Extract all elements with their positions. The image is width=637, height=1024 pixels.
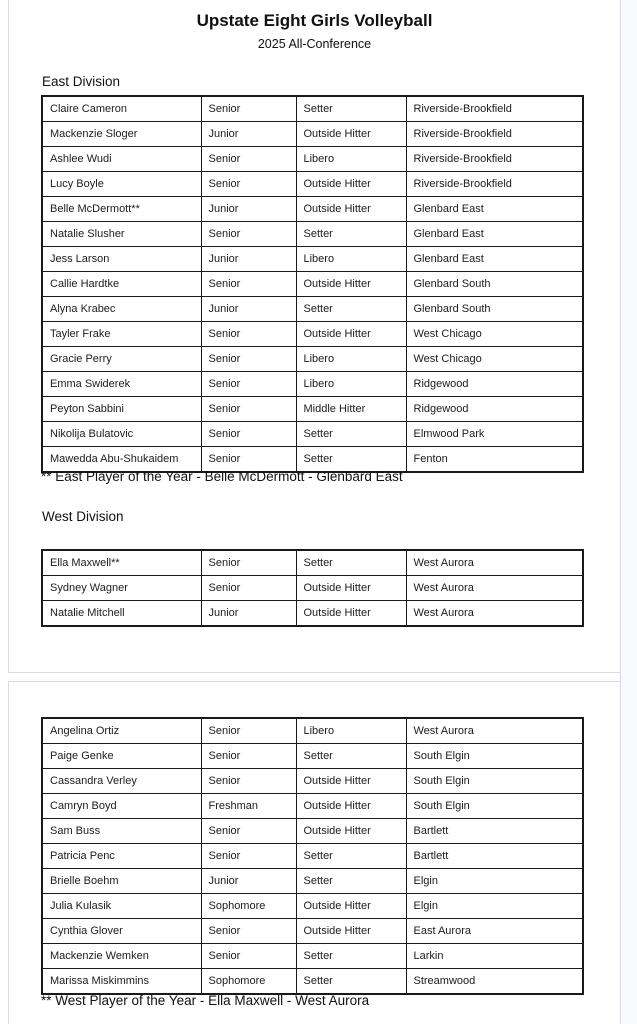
table-cell: Bartlett — [406, 819, 583, 844]
table-cell: Emma Swiderek — [42, 372, 201, 397]
table-cell: Setter — [296, 96, 406, 122]
table-cell: Fenton — [406, 447, 583, 473]
table-cell: Outside Hitter — [296, 769, 406, 794]
table-cell: Senior — [201, 222, 296, 247]
table-cell: Senior — [201, 550, 296, 576]
table-row — [42, 272, 583, 297]
table-cell: Elmwood Park — [406, 422, 583, 447]
table-cell: Senior — [201, 422, 296, 447]
table-cell: Senior — [201, 272, 296, 297]
table-cell: Outside Hitter — [296, 197, 406, 222]
table-row — [42, 601, 583, 627]
table-cell: Setter — [296, 222, 406, 247]
table-row — [42, 794, 583, 819]
table-cell: Riverside-Brookfield — [406, 96, 583, 122]
table-row — [42, 894, 583, 919]
table-cell: Senior — [201, 347, 296, 372]
table-cell: Elgin — [406, 869, 583, 894]
table-cell: Setter — [296, 447, 406, 473]
table-cell: Setter — [296, 550, 406, 576]
table-cell: Senior — [201, 397, 296, 422]
table-cell: West Chicago — [406, 347, 583, 372]
table-row — [42, 422, 583, 447]
table-row — [42, 222, 583, 247]
table-cell: West Aurora — [406, 718, 583, 744]
table-cell: Sam Buss — [42, 819, 201, 844]
table-cell: Outside Hitter — [296, 601, 406, 627]
table-cell: West Aurora — [406, 601, 583, 627]
table-cell: South Elgin — [406, 744, 583, 769]
table-row — [42, 96, 583, 122]
table-cell: Peyton Sabbini — [42, 397, 201, 422]
table-cell: Natalie Slusher — [42, 222, 201, 247]
west-division-heading: West Division — [42, 509, 124, 524]
table-cell: Patricia Penc — [42, 844, 201, 869]
table-cell: Junior — [201, 247, 296, 272]
table-cell: Libero — [296, 247, 406, 272]
table-cell: Belle McDermott** — [42, 197, 201, 222]
table-cell: Outside Hitter — [296, 919, 406, 944]
table-cell: Mackenzie Sloger — [42, 122, 201, 147]
table-row — [42, 297, 583, 322]
table-cell: Sophomore — [201, 969, 296, 995]
table-cell: Marissa Miskimmins — [42, 969, 201, 995]
table-cell: Senior — [201, 819, 296, 844]
table-cell: Lucy Boyle — [42, 172, 201, 197]
table-cell: Junior — [201, 197, 296, 222]
table-cell: Mawedda Abu-Shukaidem — [42, 447, 201, 473]
table-cell: Bartlett — [406, 844, 583, 869]
table-cell: Outside Hitter — [296, 272, 406, 297]
table-cell: Senior — [201, 147, 296, 172]
table-cell: Riverside-Brookfield — [406, 172, 583, 197]
document-page-1 — [8, 0, 621, 673]
table-row — [42, 919, 583, 944]
table-cell: Natalie Mitchell — [42, 601, 201, 627]
table-cell: Libero — [296, 718, 406, 744]
table-cell: Ridgewood — [406, 397, 583, 422]
table-cell: Outside Hitter — [296, 794, 406, 819]
table-cell: Setter — [296, 422, 406, 447]
table-cell: Senior — [201, 944, 296, 969]
table-row — [42, 322, 583, 347]
table-cell: Setter — [296, 844, 406, 869]
table-cell: Setter — [296, 744, 406, 769]
table-row — [42, 122, 583, 147]
table-cell: Callie Hardtke — [42, 272, 201, 297]
table-cell: Mackenzie Wemken — [42, 944, 201, 969]
table-cell: Glenbard South — [406, 272, 583, 297]
table-row — [42, 372, 583, 397]
table-row — [42, 576, 583, 601]
table-row — [42, 769, 583, 794]
table-row — [42, 147, 583, 172]
table-row — [42, 550, 583, 576]
table-cell: Setter — [296, 869, 406, 894]
table-cell: Paige Genke — [42, 744, 201, 769]
document-title: Upstate Eight Girls Volleyball — [196, 11, 433, 30]
table-cell: Brielle Boehm — [42, 869, 201, 894]
table-cell: Senior — [201, 844, 296, 869]
table-cell: Junior — [201, 869, 296, 894]
east-player-of-year-note: ** East Player of the Year - Belle McDermott - Glenbard East — [41, 469, 403, 484]
table-cell: Senior — [201, 322, 296, 347]
table-cell: Jess Larson — [42, 247, 201, 272]
scrollbar-track[interactable] — [620, 0, 637, 1024]
table-cell: Senior — [201, 96, 296, 122]
table-cell: Setter — [296, 297, 406, 322]
table-cell: Senior — [201, 919, 296, 944]
table-cell: East Aurora — [406, 919, 583, 944]
table-row — [42, 197, 583, 222]
table-cell: Elgin — [406, 894, 583, 919]
west-player-of-year-note: ** West Player of the Year - Ella Maxwell - West Aurora — [41, 993, 370, 1008]
table-cell: Camryn Boyd — [42, 794, 201, 819]
table-cell: Outside Hitter — [296, 894, 406, 919]
table-cell: Outside Hitter — [296, 576, 406, 601]
table-cell: Larkin — [406, 944, 583, 969]
table-cell: Alyna Krabec — [42, 297, 201, 322]
table-cell: Senior — [201, 769, 296, 794]
table-cell: Cynthia Glover — [42, 919, 201, 944]
table-row — [42, 819, 583, 844]
table-cell: Junior — [201, 297, 296, 322]
table-cell: Senior — [201, 744, 296, 769]
table-cell: Cassandra Verley — [42, 769, 201, 794]
table-cell: Outside Hitter — [296, 322, 406, 347]
table-cell: West Chicago — [406, 322, 583, 347]
table-row — [42, 347, 583, 372]
table-cell: Claire Cameron — [42, 96, 201, 122]
table-cell: Riverside-Brookfield — [406, 122, 583, 147]
table-cell: Senior — [201, 718, 296, 744]
table-row — [42, 969, 583, 995]
table-cell: Angelina Ortiz — [42, 718, 201, 744]
table-cell: Senior — [201, 372, 296, 397]
table-cell: Junior — [201, 122, 296, 147]
table-cell: Julia Kulasik — [42, 894, 201, 919]
table-cell: Setter — [296, 969, 406, 995]
table-row — [42, 869, 583, 894]
table-cell: Senior — [201, 447, 296, 473]
table-cell: Streamwood — [406, 969, 583, 995]
east-division-table — [41, 95, 584, 473]
table-cell: Senior — [201, 172, 296, 197]
table-cell: Senior — [201, 576, 296, 601]
table-cell: Sydney Wagner — [42, 576, 201, 601]
table-cell: Glenbard East — [406, 222, 583, 247]
table-row — [42, 247, 583, 272]
west-division-table-part1 — [41, 549, 584, 627]
table-cell: Libero — [296, 372, 406, 397]
table-row — [42, 172, 583, 197]
table-cell: Glenbard East — [406, 247, 583, 272]
table-cell: Setter — [296, 944, 406, 969]
table-cell: Riverside-Brookfield — [406, 147, 583, 172]
table-cell: Outside Hitter — [296, 122, 406, 147]
table-row — [42, 844, 583, 869]
table-cell: Outside Hitter — [296, 172, 406, 197]
table-cell: West Aurora — [406, 550, 583, 576]
table-cell: West Aurora — [406, 576, 583, 601]
table-row — [42, 944, 583, 969]
east-division-heading: East Division — [42, 74, 121, 89]
table-cell: South Elgin — [406, 794, 583, 819]
table-cell: Ashlee Wudi — [42, 147, 201, 172]
table-cell: Freshman — [201, 794, 296, 819]
table-cell: Libero — [296, 147, 406, 172]
table-cell: Sophomore — [201, 894, 296, 919]
table-cell: Glenbard East — [406, 197, 583, 222]
table-row — [42, 744, 583, 769]
table-cell: Glenbard South — [406, 297, 583, 322]
table-row — [42, 718, 583, 744]
table-cell: Ella Maxwell** — [42, 550, 201, 576]
table-row — [42, 397, 583, 422]
table-cell: Gracie Perry — [42, 347, 201, 372]
document-page-2 — [8, 681, 621, 1024]
table-cell: Tayler Frake — [42, 322, 201, 347]
west-division-table-part2 — [41, 717, 584, 995]
table-cell: Libero — [296, 347, 406, 372]
table-cell: South Elgin — [406, 769, 583, 794]
table-cell: Junior — [201, 601, 296, 627]
table-cell: Outside Hitter — [296, 819, 406, 844]
table-cell: Middle Hitter — [296, 397, 406, 422]
document-subtitle: 2025 All-Conference — [257, 37, 372, 51]
table-cell: Ridgewood — [406, 372, 583, 397]
table-cell: Nikolija Bulatovic — [42, 422, 201, 447]
